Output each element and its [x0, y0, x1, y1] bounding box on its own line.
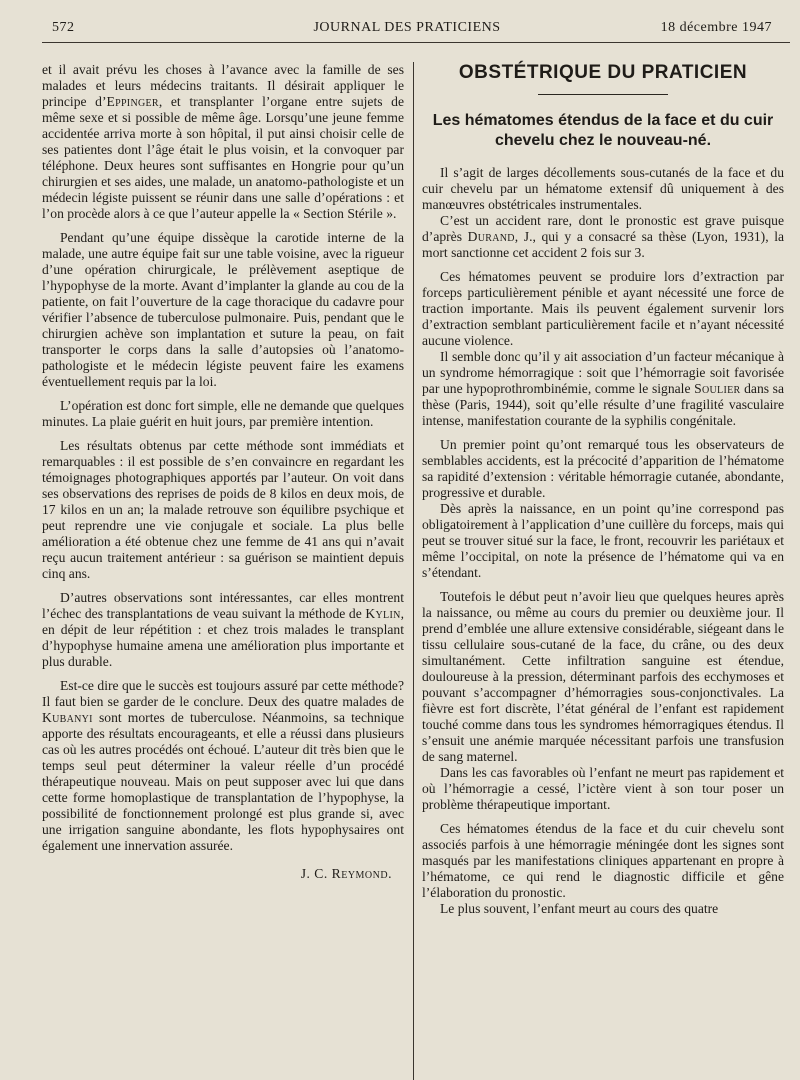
- paragraph: Il semble donc qu’il y ait association d’un facteur mécanique à un syndrome hémorragique : soit que l’hémorragie soit favorisée par une hypoprothrombinémie, comme le signale Soulier dans sa thèse (Paris, 1944), soit qu’elle résulte d’une fragilité vasculaire intense, manifestation courante de la syphilis congénitale.: [422, 349, 784, 428]
- author-name: Durand: [467, 229, 515, 244]
- paragraph: L’opération est donc fort simple, elle ne demande que quelques minutes. La plaie guérit en huit jours, par première intention.: [42, 398, 404, 429]
- paragraph: Pendant qu’une équipe dissèque la carotide interne de la malade, une autre équipe fait sur une table voisine, avec la rigueur d’une opération chirurgicale, le prélèvement aseptique de l’hypophyse de la morte. Avant d’implanter la glande au cou de la patiente, on fait l’ouverture de la cage thoracique du cadavre pour vérifier l’absence de tuberculose pulmonaire. Puis, pendant que le chirurgien achève son implantation et suture la peau, on fait transporter le corps dans la salle d’autopsies où l’anatomo-pathologiste et le médecin légiste peuvent faire les examens éventuellement requis par la loi.: [42, 230, 404, 389]
- paragraph: Dans les cas favorables où l’enfant ne meurt pas rapidement et où l’hémorragie a cessé, l’ictère vient à son tour poser un problème thérapeutique important.: [422, 765, 784, 812]
- paragraph: C’est un accident rare, dont le pronostic est grave puisque d’après Durand, J., qui y a consacré sa thèse (Lyon, 1931), la mort sanctionne cet accident 2 fois sur 3.: [422, 213, 785, 260]
- journal-title: JOURNAL DES PRATICIENS: [313, 20, 501, 35]
- paragraph: D’autres observations sont intéressantes, car elles montrent l’échec des transplantations de veau suivant la méthode de Kylin, en dépit de leur répétition : et chez trois malades le transplant d’hypophyse humaine amena une amélioration plus importante et plus durable.: [42, 590, 404, 669]
- paragraph: Il s’agit de larges décollements sous-cutanés de la face et du cuir chevelu par un hématome extensif dû uniquement à des manœuvres obstétricales instrumentales.: [422, 165, 784, 212]
- paragraph: Un premier point qu’ont remarqué tous les observateurs de semblables accidents, est la précocité d’apparition de l’hématome sa rapidité d’extension : véritable hémorragie cutanée, abondante, progressive et durable.: [422, 437, 784, 500]
- paragraph: et il avait prévu les choses à l’avance avec la famille de ses malades et leurs médecins traitants. Il désirait appliquer le principe d’Eppinger, et transplanter l’organe entre sujets de même sexe et si possible de même âge. Lorsqu’une jeune femme accidentée arriva morte à son hôpital, il put ainsi choisir celle de ses patientes dont l’âge était le plus voisin, et la convoquer par téléphone. Deux heures sont suffisantes en Hongrie pour qu’un chirurgien et ses aides, une malade, un anatomo-pathologiste et un médecin légiste puissent se réunir dans une salle d’opérations : et l’on procède alors à ce que l’auteur appelle la « Section Stérile ».: [42, 62, 404, 221]
- paragraph: Le plus souvent, l’enfant meurt au cours des quatre: [440, 901, 719, 916]
- header-rule: [42, 42, 790, 43]
- paragraph: Toutefois le début peut n’avoir lieu que quelques heures après la naissance, ou même au cours du premier ou deuxième jour. Il prend d’emblée une allure extensive considérable, siégeant dans le tissu cellulaire sous-cutané de la face, du crâne, ou des deux simultanément. Cette infiltration sanguine est étendue, douloureuse à la pression, déterminant parfois des ecchymoses et pouvant s’accompagner d’hémorragies sous-conjonctivales. La fièvre est fort discrète, l’état général de l’enfant est rapidement touché comme dans tous les syndromes hémorragiques étendus. Il s’ensuit une anémie marquée nécessitant parfois une transfusion de sang maternel.: [422, 589, 784, 764]
- running-head: [42, 20, 772, 44]
- author-name: Eppinger: [106, 94, 159, 109]
- author-name: Kylin: [365, 606, 401, 621]
- paragraph: Ces hématomes peuvent se produire lors d’extraction par forceps particulièrement pénible et ayant nécessité une force de traction importante. Mais ils peuvent également survenir lors d’extraction semblant particulièrement facile et n’ayant nécessité aucune violence.: [422, 269, 784, 348]
- left-column: [42, 62, 404, 882]
- article-title: Les hématomes étendus de la face et du cuir chevelu chez le nouveau-né.: [432, 112, 774, 149]
- page-number: 572: [52, 20, 75, 35]
- paragraph: Dès après la naissance, en un point qu’ine correspond pas obligatoirement à l’application d’une cuillère du forceps, mais qui peut se trouver situé sur la face, le front, recouvrir les pariétaux et même l’occipital, on note la présence de l’hématome qui va en s’étendant.: [422, 501, 784, 580]
- author-name: Kubanyi: [42, 710, 93, 725]
- section-title: OBSTÉTRIQUE DU PRATICIEN: [458, 62, 748, 83]
- right-column: [422, 62, 784, 917]
- title-rule: [538, 94, 668, 95]
- author-name: Soulier: [694, 381, 741, 396]
- signature: J. C. Reymond.: [300, 866, 392, 881]
- column-divider: [413, 62, 414, 1080]
- paragraph: Les résultats obtenus par cette méthode sont immédiats et remarquables : il est possible de s’en convaincre en regardant les témoignages photographiques apportés par l’auteur. On voit dans ses observations des reprises de poids de 8 kilos en deux mois, de 17 kilos en un an; la malade retrouve son équilibre psychique et peut reprendre une vie conjugale et sociale. La plus belle amélioration a été obtenue chez une femme de 41 ans qui n’avait reçu aucun traitement antérieur : sa guérison se maintient depuis cinq ans.: [42, 438, 404, 581]
- paragraph: Est-ce dire que le succès est toujours assuré par cette méthode? Il faut bien se garder de le conclure. Deux des quatre malades de Kubanyi sont mortes de tuberculose. Néanmoins, sa technique apporte des résultats encourageants, et elle a réussi dans plusieurs cas où les autres procédés ont échoué. L’auteur dit très bien que le temps seul peut déterminer la valeur réelle d’un procédé thérapeutique nouveau. Mais on peut supposer avec lui que dans cette forme homoplastique de transplantation de l’hypophyse, la possibilité de fonctionnement prolongé est plus grande si, avec une irrigation sanguine abondante, les flots hypophysaires ont également une innervation assurée.: [42, 678, 404, 853]
- issue-date: 18 décembre 1947: [660, 20, 772, 35]
- paragraph: Ces hématomes étendus de la face et du cuir chevelu sont associés parfois à une hémorragie méningée dont les signes sont masqués par les manifestations cliniques appartenant en propre à l’hématome, ce qui rend le diagnostic difficile et gêne l’élaboration du pronostic.: [422, 821, 784, 900]
